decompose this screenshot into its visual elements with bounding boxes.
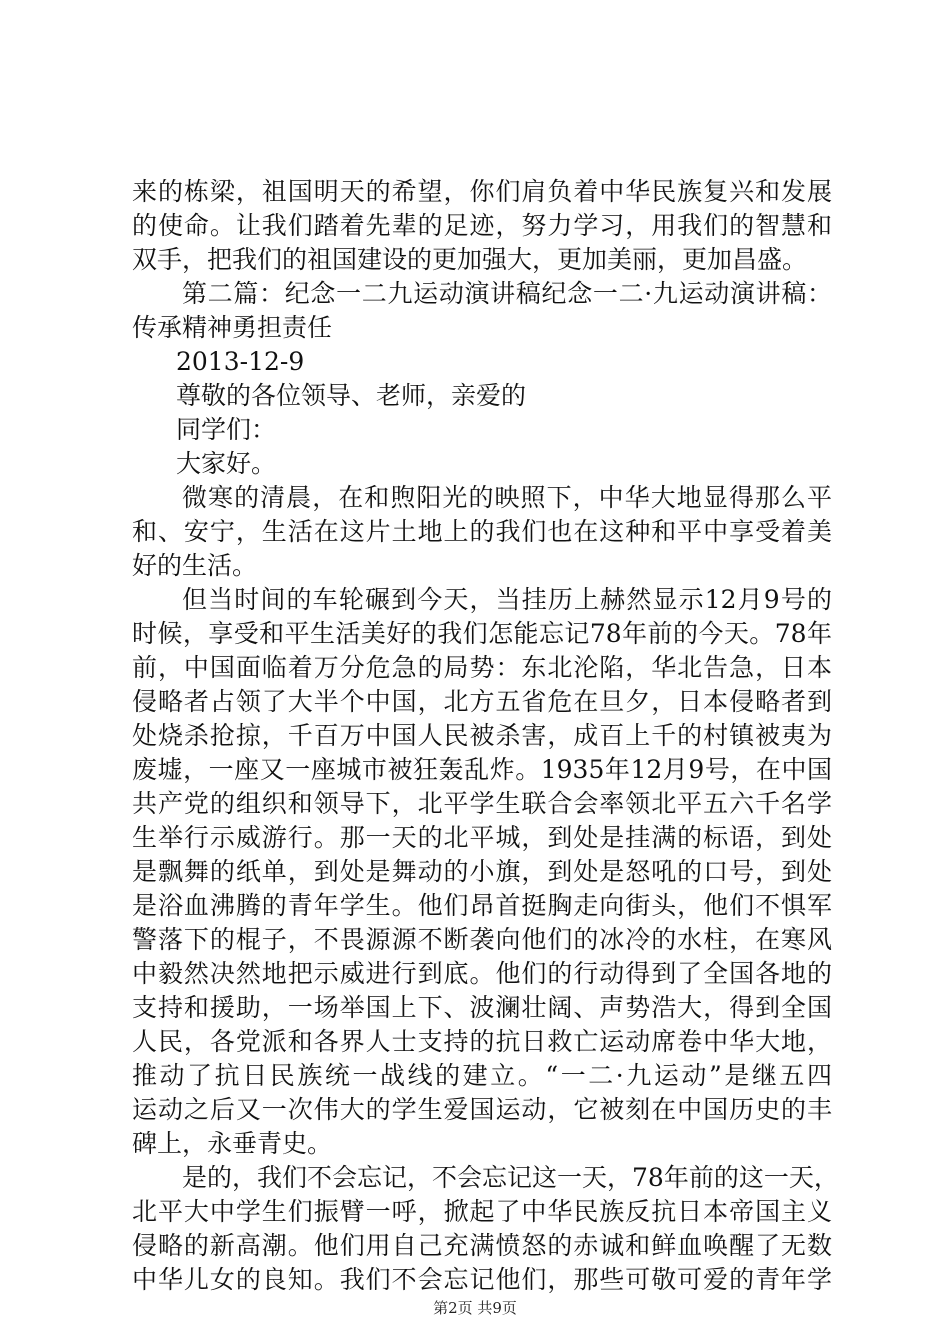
- text-line: 是的，我们不会忘记，不会忘记这一天，78年前的这一天，: [182, 1163, 839, 1192]
- text-line: 侵略者占领了大半个中国，北方五省危在旦夕，日本侵略者到: [132, 687, 832, 716]
- text-line: 来的栋梁，祖国明天的希望，你们肩负着中华民族复兴和发展: [132, 177, 832, 206]
- document-body: [132, 175, 839, 1297]
- text-line: 支持和援助，一场举国上下、波澜壮阔、声势浩大，得到全国: [132, 993, 832, 1022]
- text-line: 废墟，一座又一座城市被狂轰乱炸。1935年12月9号，在中国: [132, 755, 832, 784]
- text-line: 第二篇：纪念一二九运动演讲稿纪念一二·九运动演讲稿：: [182, 279, 832, 308]
- text-line: 运动之后又一次伟大的学生爱国运动，它被刻在中国历史的丰: [132, 1095, 832, 1124]
- text-line: 但当时间的车轮碾到今天，当挂历上赫然显示12月9号的: [182, 585, 832, 614]
- text-line: 尊敬的各位领导、老师，亲爱的: [176, 381, 527, 410]
- text-line: 中毅然决然地把示威进行到底。他们的行动得到了全国各地的: [132, 959, 832, 988]
- text-line: 大家好。: [176, 449, 277, 478]
- text-line: 北平大中学生们振臂一呼，掀起了中华民族反抗日本帝国主义: [132, 1197, 832, 1226]
- text-line: 推动了抗日民族统一战线的建立。“一二·九运动”是继五四: [132, 1061, 832, 1090]
- text-line: 是浴血沸腾的青年学生。他们昂首挺胸走向街头，他们不惧军: [132, 891, 832, 920]
- text-line: 中华儿女的良知。我们不会忘记他们，那些可敬可爱的青年学: [132, 1265, 832, 1294]
- text-line: 双手，把我们的祖国建设的更加强大，更加美丽，更加昌盛。: [132, 245, 808, 274]
- text-line: 碑上，永垂青史。: [132, 1129, 333, 1158]
- text-line: 处烧杀抢掠，千百万中国人民被杀害，成百上千的村镇被夷为: [132, 721, 832, 750]
- text-line: 时候，享受和平生活美好的我们怎能忘记78年前的今天。78年: [132, 619, 832, 648]
- text-line: 人民，各党派和各界人士支持的抗日救亡运动席卷中华大地，: [132, 1027, 832, 1056]
- text-line: 微寒的清晨，在和煦阳光的映照下，中华大地显得那么平: [182, 483, 832, 512]
- text-line: 是飘舞的纸单，到处是舞动的小旗，到处是怒吼的口号，到处: [132, 857, 832, 886]
- text-line: 和、安宁，生活在这片土地上的我们也在这种和平中享受着美: [132, 517, 832, 546]
- text-line: 2013-12-9: [176, 347, 305, 376]
- text-line: 同学们：: [176, 415, 277, 444]
- text-line: 前，中国面临着万分危急的局势：东北沦陷，华北告急，日本: [132, 653, 832, 682]
- text-line: 好的生活。: [132, 551, 258, 580]
- page-footer: 第2页 共9页: [433, 1299, 517, 1317]
- text-line: 共产党的组织和领导下，北平学生联合会率领北平五六千名学: [132, 789, 832, 818]
- text-line: 传承精神勇担责任: [132, 313, 333, 342]
- text-line: 警落下的棍子，不畏源源不断袭向他们的冰冷的水柱，在寒风: [132, 925, 832, 954]
- text-line: 的使命。让我们踏着先辈的足迹，努力学习，用我们的智慧和: [132, 211, 832, 240]
- text-line: 侵略的新高潮。他们用自己充满愤怒的赤诚和鲜血唤醒了无数: [132, 1231, 832, 1260]
- text-line: 生举行示威游行。那一天的北平城，到处是挂满的标语，到处: [132, 823, 832, 852]
